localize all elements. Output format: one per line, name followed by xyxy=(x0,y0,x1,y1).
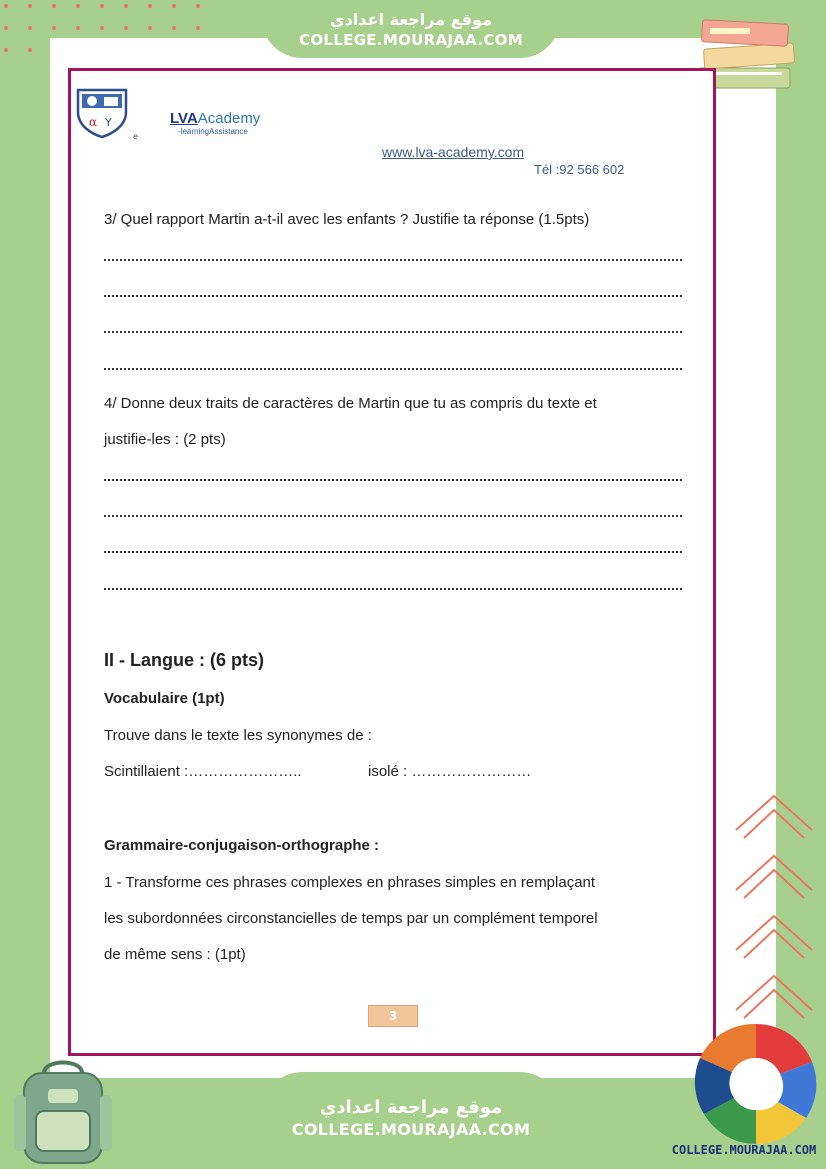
answer-line[interactable] xyxy=(104,368,682,370)
question-3: 3/ Quel rapport Martin a-t-il avec les enfants ? Justifie ta réponse (1.5pts) xyxy=(104,211,590,228)
decorative-dot xyxy=(76,26,80,30)
bottom-banner-arabic: موقع مراجعة اعدادي xyxy=(319,1097,503,1118)
lva-shield-icon xyxy=(74,86,130,138)
top-banner-domain[interactable]: COLLEGE.MOURAJAA.COM xyxy=(299,31,523,49)
answer-line[interactable] xyxy=(104,588,682,590)
decorative-dot xyxy=(196,26,200,30)
decorative-dot xyxy=(124,4,128,8)
decorative-dot xyxy=(124,26,128,30)
grammar-line-3: de même sens : (1pt) xyxy=(104,946,246,963)
phone-number: Tél :92 566 602 xyxy=(534,162,625,177)
brand-block xyxy=(170,110,260,136)
website-link[interactable]: www.lva-academy.com xyxy=(382,144,525,160)
subjects-wheel-icon xyxy=(694,1022,818,1146)
question-4-line2: justifie-les : (2 pts) xyxy=(104,431,226,448)
answer-line[interactable] xyxy=(104,551,682,553)
answer-line[interactable] xyxy=(104,259,682,261)
answer-line[interactable] xyxy=(104,479,682,481)
chevron-up-icon xyxy=(730,790,820,1030)
decorative-dot xyxy=(52,4,56,8)
section-title-langue: II - Langue : (6 pts) xyxy=(104,650,264,670)
decorative-dot xyxy=(148,26,152,30)
decorative-dot xyxy=(28,48,32,52)
svg-text:Y: Y xyxy=(105,116,112,129)
vocab-title: Vocabulaire (1pt) xyxy=(104,690,225,707)
decorative-dot xyxy=(148,4,152,8)
decorative-dot xyxy=(28,26,32,30)
grammar-line-2: les subordonnées circonstancielles de temps par un complément temporel xyxy=(104,910,598,927)
decorative-dot xyxy=(100,26,104,30)
footer-logo-text: COLLEGE.MOURAJAA.COM xyxy=(671,1143,817,1157)
decorative-dot xyxy=(172,26,176,30)
decorative-dot xyxy=(172,4,176,8)
decorative-dot xyxy=(100,4,104,8)
bottom-banner xyxy=(262,1072,560,1169)
question-4-line1: 4/ Donne deux traits de caractères de Martin que tu as compris du texte et xyxy=(104,395,597,412)
top-banner xyxy=(262,0,560,58)
bottom-banner-domain[interactable]: COLLEGE.MOURAJAA.COM xyxy=(291,1120,531,1139)
decorative-dot xyxy=(196,4,200,8)
decorative-dot xyxy=(76,4,80,8)
brand-tagline: -learningAssistance xyxy=(178,127,248,136)
answer-line[interactable] xyxy=(104,515,682,517)
svg-text:α: α xyxy=(89,115,98,129)
decorative-dot xyxy=(52,26,56,30)
grammar-line-1: 1 - Transforme ces phrases complexes en phrases simples en remplaçant xyxy=(104,874,596,891)
brand-mark: e xyxy=(133,132,138,141)
grammar-title: Grammaire-conjugaison-orthographe : xyxy=(104,837,380,854)
answer-line[interactable] xyxy=(104,295,682,297)
vocab-word-2[interactable]: isolé : …………………… xyxy=(368,763,532,780)
backpack-icon xyxy=(10,1055,120,1167)
vocab-word-1[interactable]: Scintillaient :………………….. xyxy=(104,763,302,780)
brand-name: LVAAcademy xyxy=(170,110,261,127)
decorative-dot xyxy=(4,48,8,52)
answer-line[interactable] xyxy=(104,331,682,333)
decorative-dot xyxy=(4,26,8,30)
decorative-dot xyxy=(4,4,8,8)
decorative-dot xyxy=(28,4,32,8)
top-banner-arabic: موقع مراجعة اعدادي xyxy=(329,10,493,29)
page-number: 3 xyxy=(368,1005,418,1027)
vocab-instruction: Trouve dans le texte les synonymes de : xyxy=(104,727,372,744)
